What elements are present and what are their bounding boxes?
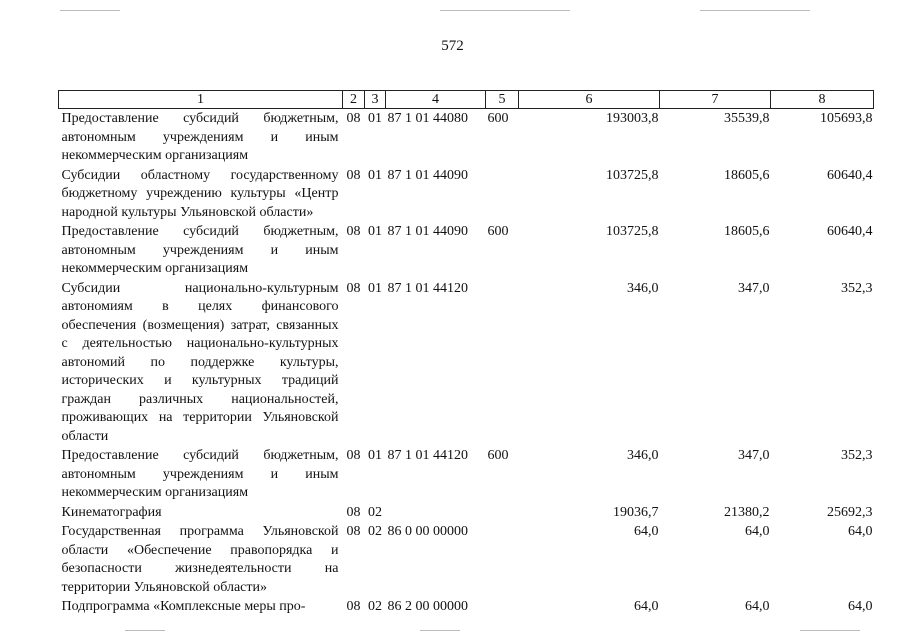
subsection-code: 01	[368, 448, 382, 463]
target-article: 87 1 01 44120	[387, 448, 468, 463]
amount-col-8: 105693,8	[820, 111, 873, 126]
amount-col-7: 35539,8	[724, 111, 770, 126]
row-name: Государственная программа Ульяновской области «Обеспечение правопорядка и безопасности жизнедеятельности на территории Ульяновской области»	[61, 524, 339, 595]
header-cell-3: 3	[365, 91, 386, 109]
table-row	[59, 503, 874, 523]
expense-type	[486, 522, 519, 597]
amount-col-7: 21380,2	[724, 504, 770, 520]
section-code: 08	[346, 504, 361, 520]
scan-artifact	[440, 10, 570, 11]
amount-col-7: 347,0	[738, 448, 770, 463]
target-article: 87 1 01 44120	[387, 280, 468, 296]
row-name: Субсидии областному государственному бюджетному учреждению культуры «Центр народной культуры Ульяновской области»	[61, 167, 339, 220]
amount-col-6: 103725,8	[606, 224, 659, 239]
header-cell-1: 1	[59, 91, 343, 109]
amount-col-8: 64,0	[848, 599, 873, 614]
expense-type: 600	[487, 448, 509, 463]
table-row	[59, 446, 874, 503]
amount-col-8: 352,3	[841, 280, 873, 296]
amount-col-7: 64,0	[745, 524, 770, 539]
section-code: 08	[346, 280, 361, 296]
expense-type	[486, 597, 519, 617]
subsection-code: 02	[368, 504, 382, 520]
target-article: 87 1 01 44080	[387, 111, 468, 126]
section-code: 08	[346, 111, 361, 126]
subsection-code: 02	[368, 524, 382, 539]
page-number: 572	[441, 38, 464, 54]
expense-type	[486, 503, 519, 523]
section-code: 08	[346, 167, 361, 183]
amount-col-6: 346,0	[627, 448, 659, 463]
budget-table	[58, 90, 874, 617]
target-article: 87 1 01 44090	[387, 167, 468, 183]
header-row	[59, 91, 874, 109]
target-article	[386, 503, 486, 523]
header-cell-6: 6	[519, 91, 660, 109]
amount-col-7: 18605,6	[724, 167, 770, 183]
section-code: 08	[346, 524, 361, 539]
scan-artifact	[700, 10, 810, 11]
amount-col-6: 64,0	[634, 599, 659, 614]
table-header	[59, 91, 874, 109]
table-row	[59, 109, 874, 166]
amount-col-6: 193003,8	[606, 111, 659, 126]
row-name: Предоставление субсидий бюджетным, автономным учреждениям и иным некоммерческим организациям	[61, 448, 339, 500]
header-cell-8: 8	[771, 91, 874, 109]
subsection-code: 01	[368, 167, 382, 183]
subsection-code: 01	[368, 280, 382, 296]
expense-type: 600	[487, 111, 509, 126]
amount-col-6: 64,0	[634, 524, 659, 539]
target-article: 86 0 00 00000	[387, 524, 468, 539]
amount-col-8: 60640,4	[827, 167, 873, 183]
table-row	[59, 597, 874, 617]
amount-col-8: 60640,4	[827, 224, 873, 239]
header-cell-4: 4	[386, 91, 486, 109]
table-row	[59, 279, 874, 447]
scan-artifact	[60, 10, 120, 11]
table-row	[59, 166, 874, 223]
row-name: Субсидии национально-культурным автономиям в целях финансового обеспечения (возмещения) затрат, связанных с деятельностью национально-культурных автономий по поддержке культуры, исторических и культурных традиций граждан различных национальностей, проживающих на территории Ульяновской области	[61, 280, 339, 444]
expense-type	[486, 166, 519, 223]
amount-col-7: 347,0	[738, 280, 770, 296]
subsection-code: 02	[368, 599, 382, 614]
scan-artifact	[800, 630, 860, 631]
target-article: 87 1 01 44090	[387, 224, 468, 239]
header-cell-5: 5	[486, 91, 519, 109]
section-code: 08	[346, 599, 361, 614]
row-name: Подпрограмма «Комплексные меры про-	[61, 599, 306, 614]
expense-type: 600	[487, 224, 509, 239]
table-body	[59, 109, 874, 617]
scan-artifact	[125, 630, 165, 631]
row-name: Предоставление субсидий бюджетным, автономным учреждениям и иным некоммерческим организациям	[61, 111, 339, 163]
header-cell-7: 7	[660, 91, 771, 109]
section-code: 08	[346, 448, 361, 463]
subsection-code: 01	[368, 224, 382, 239]
amount-col-8: 25692,3	[827, 504, 873, 520]
row-name: Кинематография	[61, 504, 162, 520]
subsection-code: 01	[368, 111, 382, 126]
amount-col-6: 103725,8	[606, 167, 659, 183]
amount-col-6: 19036,7	[613, 504, 659, 520]
row-name: Предоставление субсидий бюджетным, автономным учреждениям и иным некоммерческим организациям	[61, 224, 339, 276]
expense-type	[486, 279, 519, 447]
section-code: 08	[346, 224, 361, 239]
amount-col-8: 352,3	[841, 448, 873, 463]
table-row	[59, 522, 874, 597]
amount-col-7: 64,0	[745, 599, 770, 614]
header-cell-2: 2	[343, 91, 365, 109]
amount-col-7: 18605,6	[724, 224, 770, 239]
amount-col-8: 64,0	[848, 524, 873, 539]
amount-col-6: 346,0	[627, 280, 659, 296]
target-article: 86 2 00 00000	[387, 599, 468, 614]
table-row	[59, 222, 874, 279]
scan-artifact	[420, 630, 460, 631]
